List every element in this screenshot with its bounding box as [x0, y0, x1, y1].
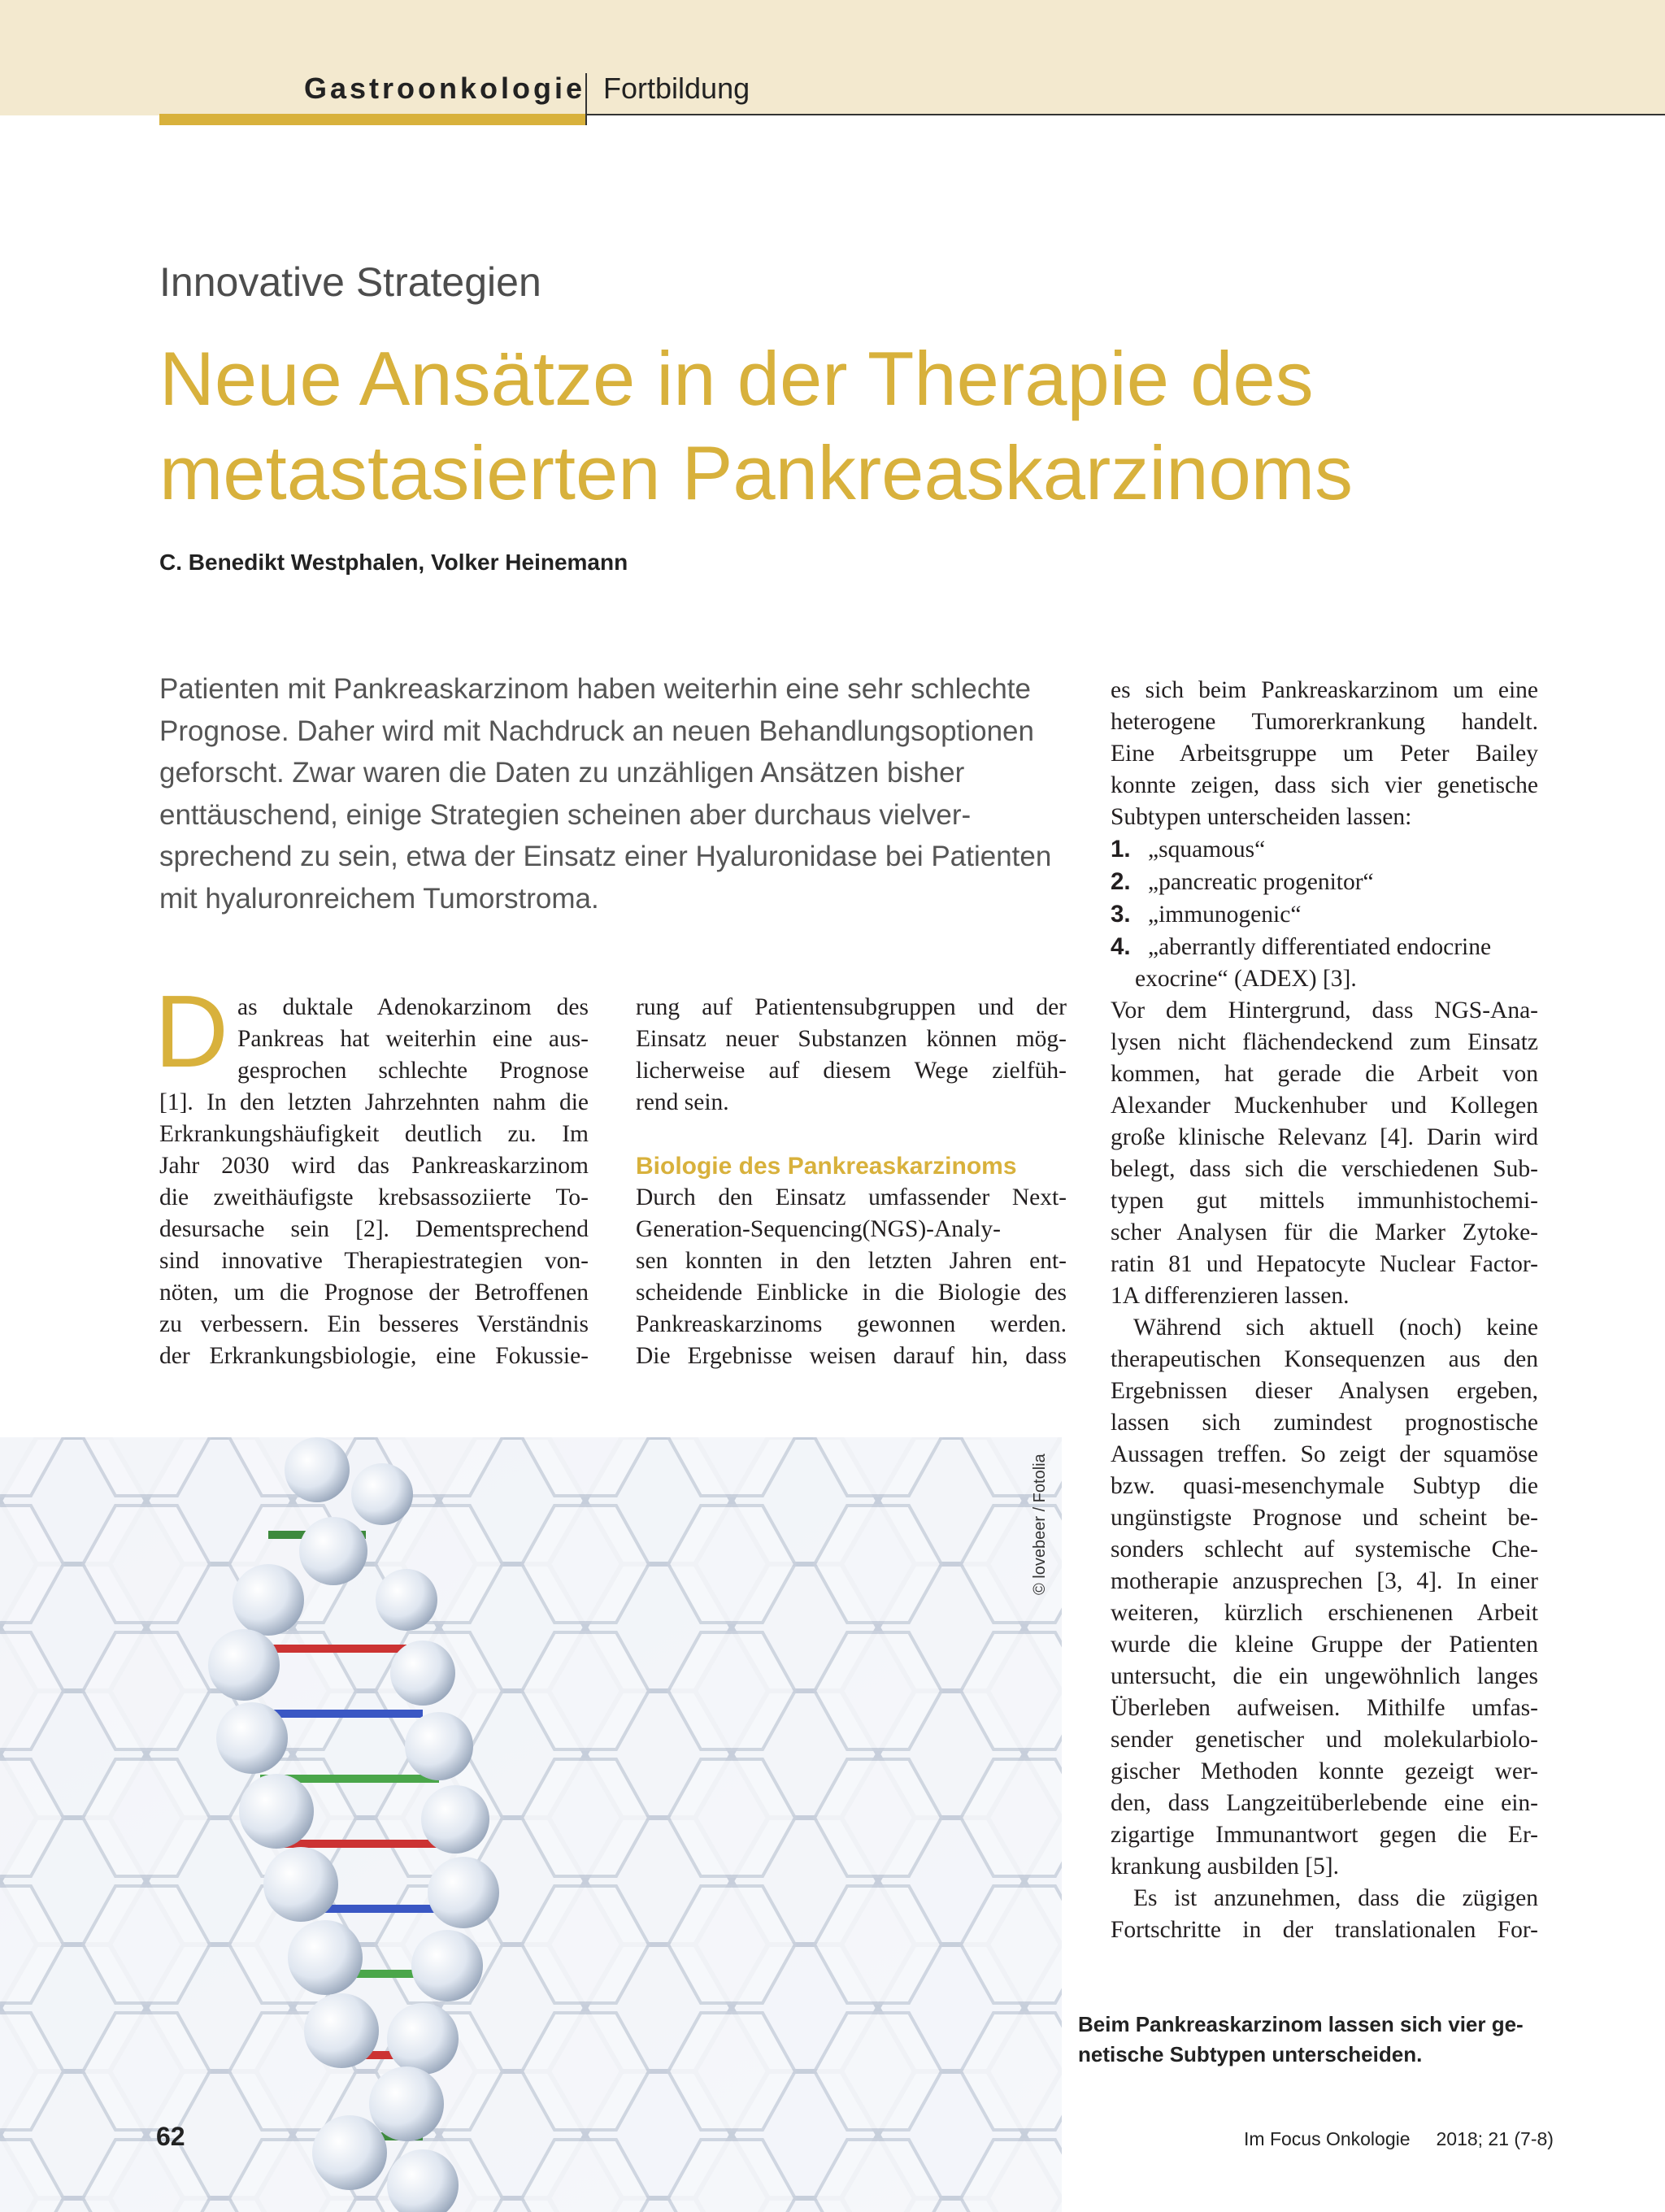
subtype-list-item [1111, 898, 1538, 931]
header-band [0, 0, 1665, 115]
article-authors: C. Benedikt Westphalen, Volker Heinemann [159, 550, 628, 575]
body-line: motherapie anzusprechen [3, 4]. In einer [1111, 1568, 1538, 1594]
body-line: Ergebnissen dieser Analysen ergeben, [1111, 1378, 1538, 1404]
header-accent-bar [159, 114, 585, 125]
body-line: ratin 81 und Hepatocyte Nuclear Factor- [1111, 1251, 1538, 1277]
list-continuation: exocrine“ (ADEX) [3]. [1135, 966, 1357, 992]
list-number: 2. [1111, 868, 1131, 895]
body-line: kommen, hat gerade die Arbeit von [1111, 1061, 1538, 1087]
body-column-1 [159, 992, 589, 1372]
section-label: Gastroonkologie [304, 72, 586, 105]
body-line: zu verbessern. Ein besseres Verständnis [159, 1311, 589, 1337]
body-line: gischer Methoden konnte gezeigt wer- [1111, 1758, 1538, 1784]
body-line: große klinische Relevanz [4]. Darin wird [1111, 1124, 1538, 1150]
caption-line: Beim Pankreaskarzinom lassen sich vier ge- [1078, 2012, 1524, 2036]
body-line: die zweithäufigste krebsassoziierte To- [159, 1184, 589, 1210]
list-number: 3. [1111, 901, 1131, 928]
body-line: lysen nicht flächendeckend zum Einsatz [1111, 1029, 1538, 1055]
body-line: 1A differenzieren lassen. [1111, 1283, 1350, 1309]
body-line: scher Analysen für die Marker Zytoke- [1111, 1219, 1538, 1245]
body-line: sonders schlecht auf systemische Che- [1111, 1536, 1538, 1562]
body-column-3 [1111, 675, 1538, 1946]
lead-line: Patienten mit Pankreaskarzinom haben weiterhin eine sehr schlechte [159, 673, 1031, 705]
body-line: zigartige Immunantwort gegen die Er- [1111, 1822, 1538, 1848]
header-divider [585, 73, 587, 125]
section-sub-label: Fortbildung [603, 72, 750, 105]
body-line: typen gut mittels immunhistochemi- [1111, 1188, 1538, 1214]
body-line: Durch den Einsatz umfassender Next- [636, 1184, 1067, 1210]
body-line: Alexander Muckenhuber und Kollegen [1111, 1093, 1538, 1119]
body-line: wurde die kleine Gruppe der Patienten [1111, 1632, 1538, 1658]
lead-line: sprechend zu sein, etwa der Einsatz einer Hyaluronidase bei Patienten [159, 841, 1052, 872]
body-line: Generation-Sequencing(NGS)-Analy- [636, 1216, 1001, 1242]
body-line: den, dass Langzeitüberlebende eine ein- [1111, 1790, 1538, 1816]
list-text: „immunogenic“ [1148, 902, 1302, 928]
body-line: Subtypen unterscheiden lassen: [1111, 804, 1412, 830]
body-line: rung auf Patientensubgruppen und der [636, 994, 1067, 1020]
image-credit: © lovebeer / Fotolia [1031, 1454, 1049, 1595]
body-line: licherweise auf diesem Wege zielfüh- [636, 1058, 1067, 1084]
body-column-2 [636, 992, 1067, 1372]
subtype-list-item [1111, 866, 1538, 898]
body-line: gesprochen schlechte Prognose [237, 1058, 589, 1084]
body-line: Pankreas hat weiterhin eine aus- [237, 1026, 589, 1052]
body-line: Es ist anzunehmen, dass die zügigen [1133, 1885, 1538, 1911]
body-line: Vor dem Hintergrund, dass NGS-Ana- [1111, 997, 1538, 1023]
lead-line: Prognose. Daher wird mit Nachdruck an neuen Behandlungsoptionen [159, 715, 1034, 747]
body-line: belegt, dass sich die verschiedenen Sub- [1111, 1156, 1538, 1182]
body-line: therapeutischen Konsequenzen aus den [1111, 1346, 1538, 1372]
body-line: es sich beim Pankreaskarzinom um eine [1111, 677, 1538, 703]
body-line: konnte zeigen, dass sich vier genetische [1111, 772, 1538, 798]
body-line: lassen sich zumindest prognostische [1111, 1410, 1538, 1436]
body-line: sen konnten in den letzten Jahren ent- [636, 1248, 1067, 1274]
figure-caption [1078, 2010, 1550, 2070]
body-line: Jahr 2030 wird das Pankreaskarzinom [159, 1153, 589, 1179]
body-line: Aussagen treffen. So zeigt der squamöse [1111, 1441, 1538, 1467]
list-number: 1. [1111, 836, 1131, 863]
article-kicker: Innovative Strategien [159, 259, 541, 305]
body-line: Während sich aktuell (noch) keine [1133, 1315, 1538, 1341]
body-line: Erkrankungshäufigkeit deutlich zu. Im [159, 1121, 589, 1147]
list-text: „squamous“ [1148, 837, 1266, 863]
journal-citation: Im Focus Onkologie 2018; 21 (7-8) [1244, 2128, 1554, 2149]
body-line: Pankreaskarzinoms gewonnen werden. [636, 1311, 1067, 1337]
body-line: krankung ausbilden [5]. [1111, 1853, 1339, 1880]
body-line: weiteren, kürzlich erschienenen Arbeit [1111, 1600, 1538, 1626]
body-line: sender genetischer und molekularbiolo- [1111, 1727, 1538, 1753]
body-line: untersucht, die ein ungewöhnlich langes [1111, 1663, 1538, 1689]
article-title [159, 332, 1590, 520]
body-line: sind innovative Therapiestrategien von- [159, 1248, 589, 1274]
spacer [636, 1119, 1067, 1150]
title-line: Neue Ansätze in der Therapie des [159, 336, 1314, 421]
caption-line: netische Subtypen unterscheiden. [1078, 2042, 1423, 2066]
body-line: der Erkrankungsbiologie, eine Fokussie- [159, 1343, 589, 1369]
body-line: ungünstigste Prognose und scheint be- [1111, 1505, 1538, 1531]
dna-hexagon-illustration [0, 1437, 1062, 2212]
body-line: Eine Arbeitsgruppe um Peter Bailey [1111, 741, 1538, 767]
section-subheading: Biologie des Pankreaskarzinoms [636, 1153, 1017, 1180]
drop-cap: D [154, 974, 228, 1089]
lead-paragraph [159, 668, 1070, 919]
subtype-list-item [1111, 833, 1538, 866]
body-line: rend sein. [636, 1089, 729, 1115]
subtype-list-item [1111, 931, 1538, 963]
body-line: as duktale Adenokarzinom des [237, 994, 589, 1020]
list-text: „aberrantly differentiated endocrine [1148, 934, 1492, 960]
body-line: nöten, um die Prognose der Betroffenen [159, 1280, 589, 1306]
lead-line: geforscht. Zwar waren die Daten zu unzähligen Ansätzen bisher [159, 757, 965, 789]
body-line: desursache sein [2]. Dementsprechend [159, 1216, 589, 1242]
body-line: bzw. quasi-mesenchymale Subtyp die [1111, 1473, 1538, 1499]
lead-line: mit hyaluronreichem Tumorstroma. [159, 882, 599, 915]
lead-line: enttäuschend, einige Strategien scheinen aber durchaus vielver- [159, 798, 972, 831]
body-line: scheidende Einblicke in die Biologie des [636, 1280, 1067, 1306]
title-line: metastasierten Pankreaskarzinoms [159, 430, 1354, 515]
body-line: Überleben aufweisen. Mithilfe umfas- [1111, 1695, 1538, 1721]
list-text: „pancreatic progenitor“ [1148, 869, 1374, 895]
body-line: Fortschritte in der translationalen For- [1111, 1917, 1538, 1943]
body-line: heterogene Tumorerkrankung handelt. [1111, 709, 1538, 735]
illustration-graphic [0, 1437, 1062, 2212]
body-line: Einsatz neuer Substanzen können mög- [636, 1026, 1067, 1052]
page-number: 62 [156, 2122, 185, 2151]
body-line: Die Ergebnisse weisen darauf hin, dass [636, 1343, 1067, 1369]
list-number: 4. [1111, 933, 1131, 960]
body-line: [1]. In den letzten Jahrzehnten nahm die [159, 1089, 589, 1115]
